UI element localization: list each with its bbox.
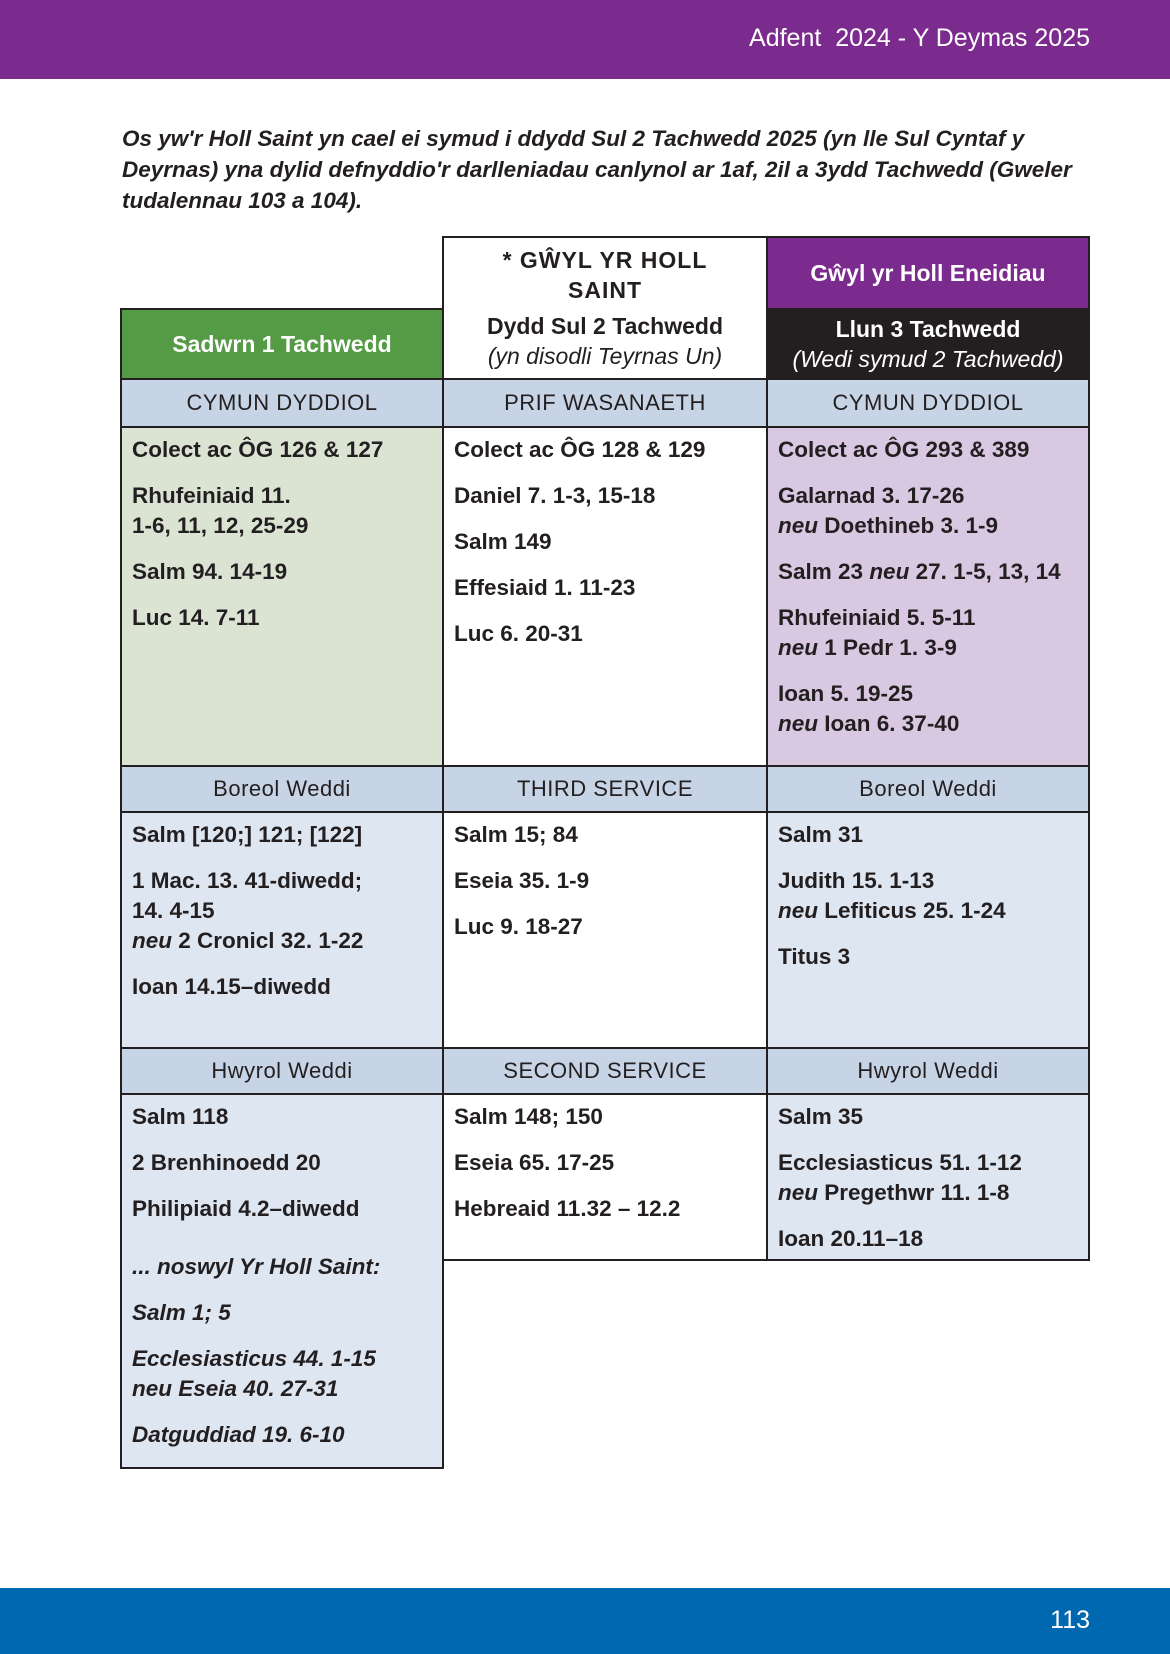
col3-feast: Gŵyl yr Holl Eneidiau [810,259,1046,286]
reading: Judith 15. 1-13 neu Lefiticus 25. 1-24 [778,868,1006,923]
reading: Ioan 14.15–diwedd [132,974,331,999]
reading: Rhufeiniaid 11. 1-6, 11, 12, 25-29 [132,483,309,538]
intro-note: Os yw'r Holl Saint yn cael ei symud i ddydd Sul 2 Tachwedd 2025 (yn lle Sul Cyntaf y Deyrnas) yna dylid defnyddio'r darlleniadau canlynol ar 1af, 2il a 3ydd Tachwedd (Gweler tudalennau 103 a 104). [122,126,1072,213]
readings-cell [766,811,1090,1049]
reading: Luc 6. 20-31 [454,621,583,646]
section-title: Boreol Weddi [766,765,1090,813]
col3-day-header [766,308,1090,380]
reading: Salm 94. 14-19 [132,559,288,584]
section-title: CYMUN DYDDIOL [120,378,444,428]
reading: Salm 31 [778,822,864,847]
col1-day-header [120,308,444,380]
reading: Galarnad 3. 17-26 neu Doethineb 3. 1-9 [778,483,999,538]
readings-cell [766,426,1090,767]
reading: Luc 14. 7-11 [132,605,260,630]
section-title: Boreol Weddi [120,765,444,813]
reading: Ioan 5. 19-25 neu Ioan 6. 37-40 [778,681,960,736]
reading: Titus 3 [778,944,851,969]
reading: 1 Mac. 13. 41-diwedd; 14. 4-15 neu 2 Cronicl 32. 1-22 [132,868,364,953]
section-title: CYMUN DYDDIOL [766,378,1090,428]
reading: Daniel 7. 1-3, 15-18 [454,483,656,508]
eve-reading: Ecclesiasticus 44. 1-15 neu Eseia 40. 27-31 [132,1346,376,1401]
running-header: Adfent 2024 - Y Deymas 2025 [749,24,1090,52]
readings-cell [766,1093,1090,1261]
readings-cell [120,426,444,767]
reading: Luc 9. 18-27 [454,914,583,939]
reading: Colect ac ÔG 293 & 389 [778,437,1030,462]
eve-reading: Datguddiad 19. 6-10 [132,1422,345,1447]
reading: Salm 118 [132,1104,229,1129]
readings-cell [120,811,444,1049]
eve-reading: ... noswyl Yr Holl Saint: [132,1254,381,1279]
col3-day: Llun 3 Tachwedd [835,316,1021,342]
section-title: Hwyrol Weddi [766,1047,1090,1095]
col1-day: Sadwrn 1 Tachwedd [172,330,392,357]
section-title: Hwyrol Weddi [120,1047,444,1095]
readings-cell [442,426,768,767]
section-title: SECOND SERVICE [442,1047,768,1095]
footer-band [0,1588,1170,1654]
header-band [0,0,1170,79]
reading: Ioan 20.11–18 [778,1226,924,1251]
readings-cell [120,1093,444,1469]
section-title: THIRD SERVICE [442,765,768,813]
readings-cell [442,1093,768,1261]
reading: Eseia 65. 17-25 [454,1150,615,1175]
reading: Philipiaid 4.2–diwedd [132,1196,360,1221]
reading: Salm 15; 84 [454,822,578,847]
reading: Salm [120;] 121; [122] [132,822,363,847]
col2-day: Dydd Sul 2 Tachwedd [487,313,723,339]
col3-feast-header [766,236,1090,310]
page-number: 113 [1050,1606,1090,1634]
reading: Colect ac ÔG 126 & 127 [132,437,384,462]
reading: Eseia 35. 1-9 [454,868,590,893]
col2-feast: * GŴYL YR HOLL SAINT [502,247,708,303]
reading: Colect ac ÔG 128 & 129 [454,437,706,462]
reading: Hebreaid 11.32 – 12.2 [454,1196,681,1221]
reading: Salm 35 [778,1104,864,1129]
col2-note: (yn disodli Teyrnas Un) [487,343,723,369]
reading: Rhufeiniaid 5. 5-11 neu 1 Pedr 1. 3-9 [778,605,976,660]
readings-cell [442,811,768,1049]
col3-note: (Wedi symud 2 Tachwedd) [792,346,1064,372]
reading: 2 Brenhinoedd 20 [132,1150,321,1175]
col2-header [442,236,768,380]
reading: Ecclesiasticus 51. 1-12 neu Pregethwr 11. 1-8 [778,1150,1022,1205]
reading: Salm 23 neu 27. 1-5, 13, 14 [778,559,1061,584]
eve-reading: Salm 1; 5 [132,1300,231,1325]
reading: Salm 148; 150 [454,1104,603,1129]
reading: Salm 149 [454,529,552,554]
section-title: PRIF WASANAETH [442,378,768,428]
reading: Effesiaid 1. 11-23 [454,575,636,600]
